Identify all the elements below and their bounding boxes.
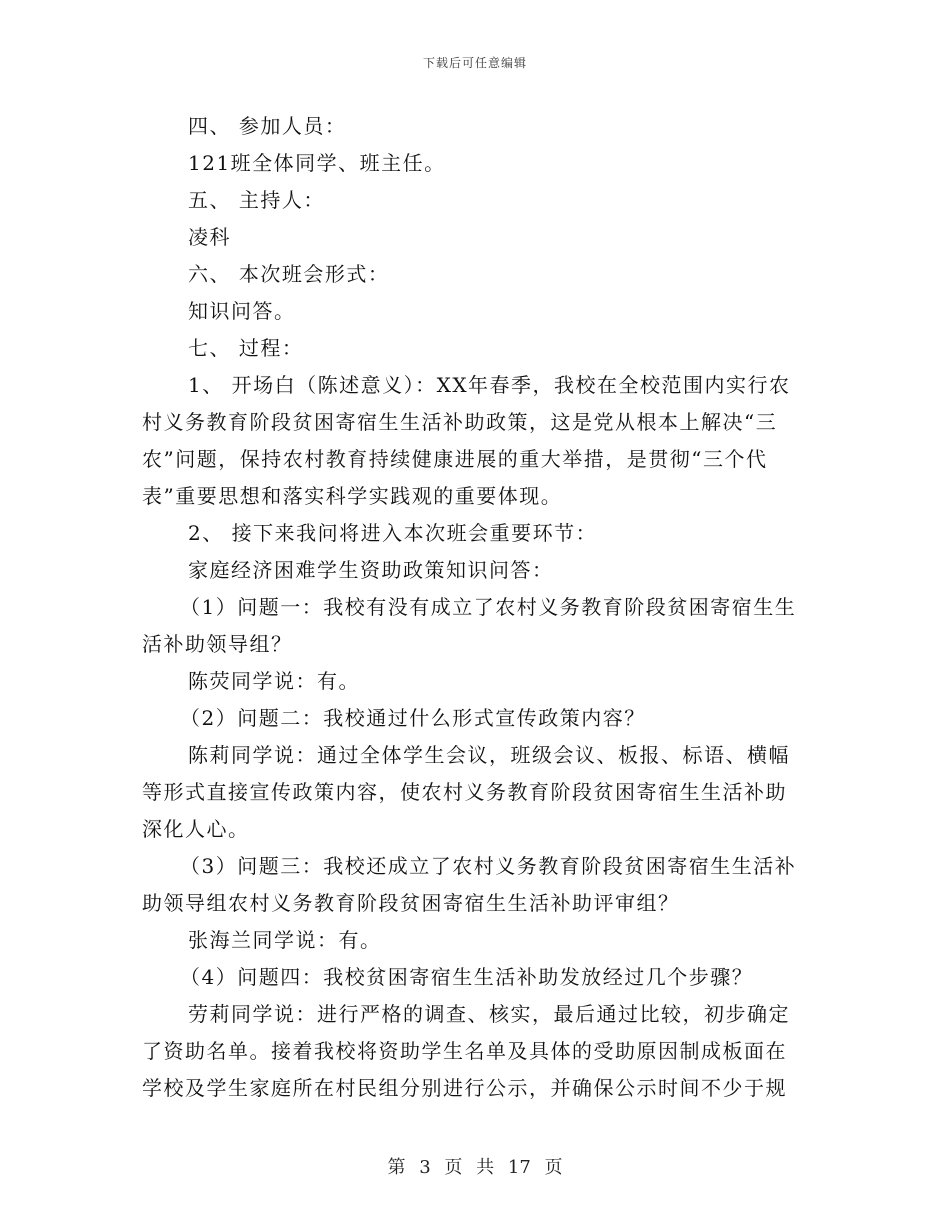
text-line: 学校及学生家庭所在村民组分别进行公示，并确保公示时间不少于规: [142, 1076, 787, 1100]
text-line: 张海兰同学说：有。: [188, 928, 382, 952]
current-page-number: 3: [419, 1157, 431, 1178]
text-line: （3）问题三：我校还成立了农村义务教育阶段贫困寄宿生生活补: [180, 854, 797, 878]
text-line: 七、 过程：: [188, 336, 304, 360]
text-line: 深化人心。: [142, 817, 250, 841]
text-line: 五、 主持人：: [188, 188, 325, 212]
text-line: 活补助领导组？: [142, 632, 293, 656]
text-line: 知识问答。: [188, 299, 296, 323]
page-mid: 页: [444, 1157, 463, 1178]
total-suffix: 页: [544, 1157, 563, 1178]
header-note: 下载后可任意编辑: [422, 56, 527, 70]
text-line: 121班全体同学、班主任。: [188, 151, 446, 175]
text-line: 了资助名单。接着我校将资助学生名单及具体的受助原因制成板面在: [142, 1039, 787, 1063]
total-prefix: 共: [476, 1157, 495, 1178]
text-line: 陈莉同学说：通过全体学生会议，班级会议、板报、标语、横幅: [188, 743, 790, 767]
text-line: 劳莉同学说：进行严格的调查、核实，最后通过比较，初步确定: [188, 1002, 790, 1026]
text-line: 等形式直接宣传政策内容，使农村义务教育阶段贫困寄宿生生活补助: [142, 780, 787, 804]
text-line: 家庭经济困难学生资助政策知识问答：: [188, 558, 554, 582]
text-line: 表”重要思想和落实科学实践观的重要体现。: [142, 484, 563, 508]
text-line: 陈荧同学说：有。: [188, 669, 360, 693]
document-body: [142, 108, 812, 1107]
page-prefix: 第: [387, 1157, 406, 1178]
total-pages-number: 17: [507, 1157, 531, 1178]
text-line: 四、 参加人员：: [188, 114, 347, 138]
text-line: 农”问题，保持农村教育持续健康进展的重大举措，是贯彻“三个代: [142, 447, 768, 471]
text-line: 助领导组农村义务教育阶段贫困寄宿生生活补助评审组？: [142, 891, 680, 915]
text-line: 1、 开场白（陈述意义）：XX年春季，我校在全校范围内实行农: [188, 373, 791, 397]
text-line: 六、 本次班会形式：: [188, 262, 390, 286]
text-line: （2）问题二：我校通过什么形式宣传政策内容？: [180, 706, 646, 730]
text-line: （1）问题一：我校有没有成立了农村义务教育阶段贫困寄宿生生: [180, 595, 797, 619]
text-line: （4）问题四：我校贫困寄宿生生活补助发放经过几个步骤？: [180, 965, 754, 989]
text-line: 村义务教育阶段贫困寄宿生生活补助政策，这是党从根本上解决“三: [142, 410, 778, 434]
text-line: 凌科: [188, 225, 231, 249]
page-footer: [0, 1153, 950, 1179]
text-line: 2、 接下来我问将进入本次班会重要环节：: [188, 521, 598, 545]
